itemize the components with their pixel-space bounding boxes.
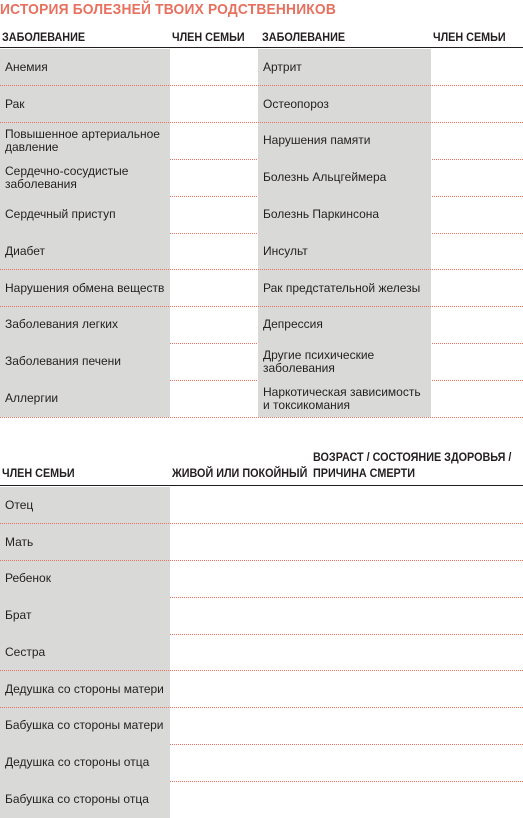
family-member-entry[interactable] (170, 270, 258, 307)
age-health-entry[interactable] (310, 524, 523, 561)
disease-name-cell: Диабет (0, 233, 170, 270)
family-member-label: Мать (0, 524, 170, 561)
age-health-entry[interactable] (310, 597, 523, 634)
alive-status-entry[interactable] (170, 487, 310, 524)
alive-status-entry[interactable] (170, 744, 310, 781)
family-member-entry[interactable] (170, 380, 258, 417)
disease-name-cell: Болезнь Альцгеймера (258, 159, 431, 196)
family-member-label: Дедушка со стороны матери (0, 671, 170, 708)
family-member-entry[interactable] (431, 123, 523, 160)
age-health-entry[interactable] (310, 561, 523, 598)
family-member-entry[interactable] (431, 307, 523, 344)
disease-name-cell: Рак (0, 86, 170, 123)
alive-status-entry[interactable] (170, 597, 310, 634)
family-member-entry[interactable] (170, 159, 258, 196)
family-member-label: Отец (0, 487, 170, 524)
disease-name-cell: Остеопороз (258, 86, 431, 123)
disease-name-cell: Нарушения обмена веществ (0, 270, 170, 307)
disease-name-cell: Сердечный приступ (0, 196, 170, 233)
header-disease-right: ЗАБОЛЕВАНИЕ (262, 30, 346, 44)
alive-status-entry[interactable] (170, 708, 310, 745)
disease-name-cell: Анемия (0, 49, 170, 86)
disease-name-cell: Депрессия (258, 307, 431, 344)
alive-status-entry[interactable] (170, 781, 310, 818)
header-age-health-line1: ВОЗРАСТ / СОСТОЯНИЕ ЗДОРОВЬЯ / (313, 450, 512, 464)
header-family-member: ЧЛЕН СЕМЬИ (2, 466, 75, 480)
family-member-entry[interactable] (431, 270, 523, 307)
disease-name-cell: Рак предстательной железы (258, 270, 431, 307)
alive-status-entry[interactable] (170, 561, 310, 598)
header-age-health-line2: ПРИЧИНА СМЕРТИ (313, 466, 415, 480)
row-divider (0, 417, 523, 418)
age-health-entry[interactable] (310, 671, 523, 708)
header-alive-or-deceased: ЖИВОЙ ИЛИ ПОКОЙНЫЙ (172, 466, 308, 480)
alive-status-entry[interactable] (170, 524, 310, 561)
family-member-entry[interactable] (431, 86, 523, 123)
family-member-entry[interactable] (431, 343, 523, 380)
family-member-entry[interactable] (170, 86, 258, 123)
family-member-entry[interactable] (170, 49, 258, 86)
age-health-entry[interactable] (310, 744, 523, 781)
age-health-entry[interactable] (310, 634, 523, 671)
table2-header-rule (0, 485, 523, 486)
family-member-label: Сестра (0, 634, 170, 671)
age-health-entry[interactable] (310, 708, 523, 745)
disease-name-cell: Заболевания легких (0, 307, 170, 344)
header-disease-left: ЗАБОЛЕВАНИЕ (2, 30, 86, 44)
family-member-label: Бабушка со стороны отца (0, 781, 170, 818)
family-member-label: Бабушка со стороны матери (0, 708, 170, 745)
age-health-entry[interactable] (310, 487, 523, 524)
table1-header-rule (0, 47, 523, 48)
disease-name-cell: Нарушения памяти (258, 123, 431, 160)
header-member-right: ЧЛЕН СЕМЬИ (433, 30, 506, 44)
family-member-entry[interactable] (170, 343, 258, 380)
disease-name-cell: Наркотическая зависимость и токсикомания (258, 380, 431, 417)
family-member-entry[interactable] (431, 196, 523, 233)
disease-name-cell: Болезнь Паркинсона (258, 196, 431, 233)
family-member-label: Брат (0, 597, 170, 634)
family-member-entry[interactable] (431, 159, 523, 196)
disease-name-cell: Артрит (258, 49, 431, 86)
header-member-left: ЧЛЕН СЕМЬИ (172, 30, 245, 44)
family-member-entry[interactable] (170, 307, 258, 344)
family-member-label: Ребенок (0, 561, 170, 598)
disease-name-cell: Сердечно-сосудистые заболевания (0, 159, 170, 196)
family-member-entry[interactable] (431, 49, 523, 86)
alive-status-entry[interactable] (170, 671, 310, 708)
disease-name-cell: Повышенное артериальное давление (0, 123, 170, 160)
family-member-entry[interactable] (431, 380, 523, 417)
disease-name-cell: Заболевания печени (0, 343, 170, 380)
family-member-entry[interactable] (170, 196, 258, 233)
family-member-entry[interactable] (170, 123, 258, 160)
disease-name-cell: Инсульт (258, 233, 431, 270)
page-title: ИСТОРИЯ БОЛЕЗНЕЙ ТВОИХ РОДСТВЕННИКОВ (0, 1, 336, 18)
age-health-entry[interactable] (310, 781, 523, 818)
family-member-entry[interactable] (170, 233, 258, 270)
family-member-label: Дедушка со стороны отца (0, 744, 170, 781)
disease-name-cell: Аллергии (0, 380, 170, 417)
disease-name-cell: Другие психические заболевания (258, 343, 431, 380)
alive-status-entry[interactable] (170, 634, 310, 671)
family-member-entry[interactable] (431, 233, 523, 270)
